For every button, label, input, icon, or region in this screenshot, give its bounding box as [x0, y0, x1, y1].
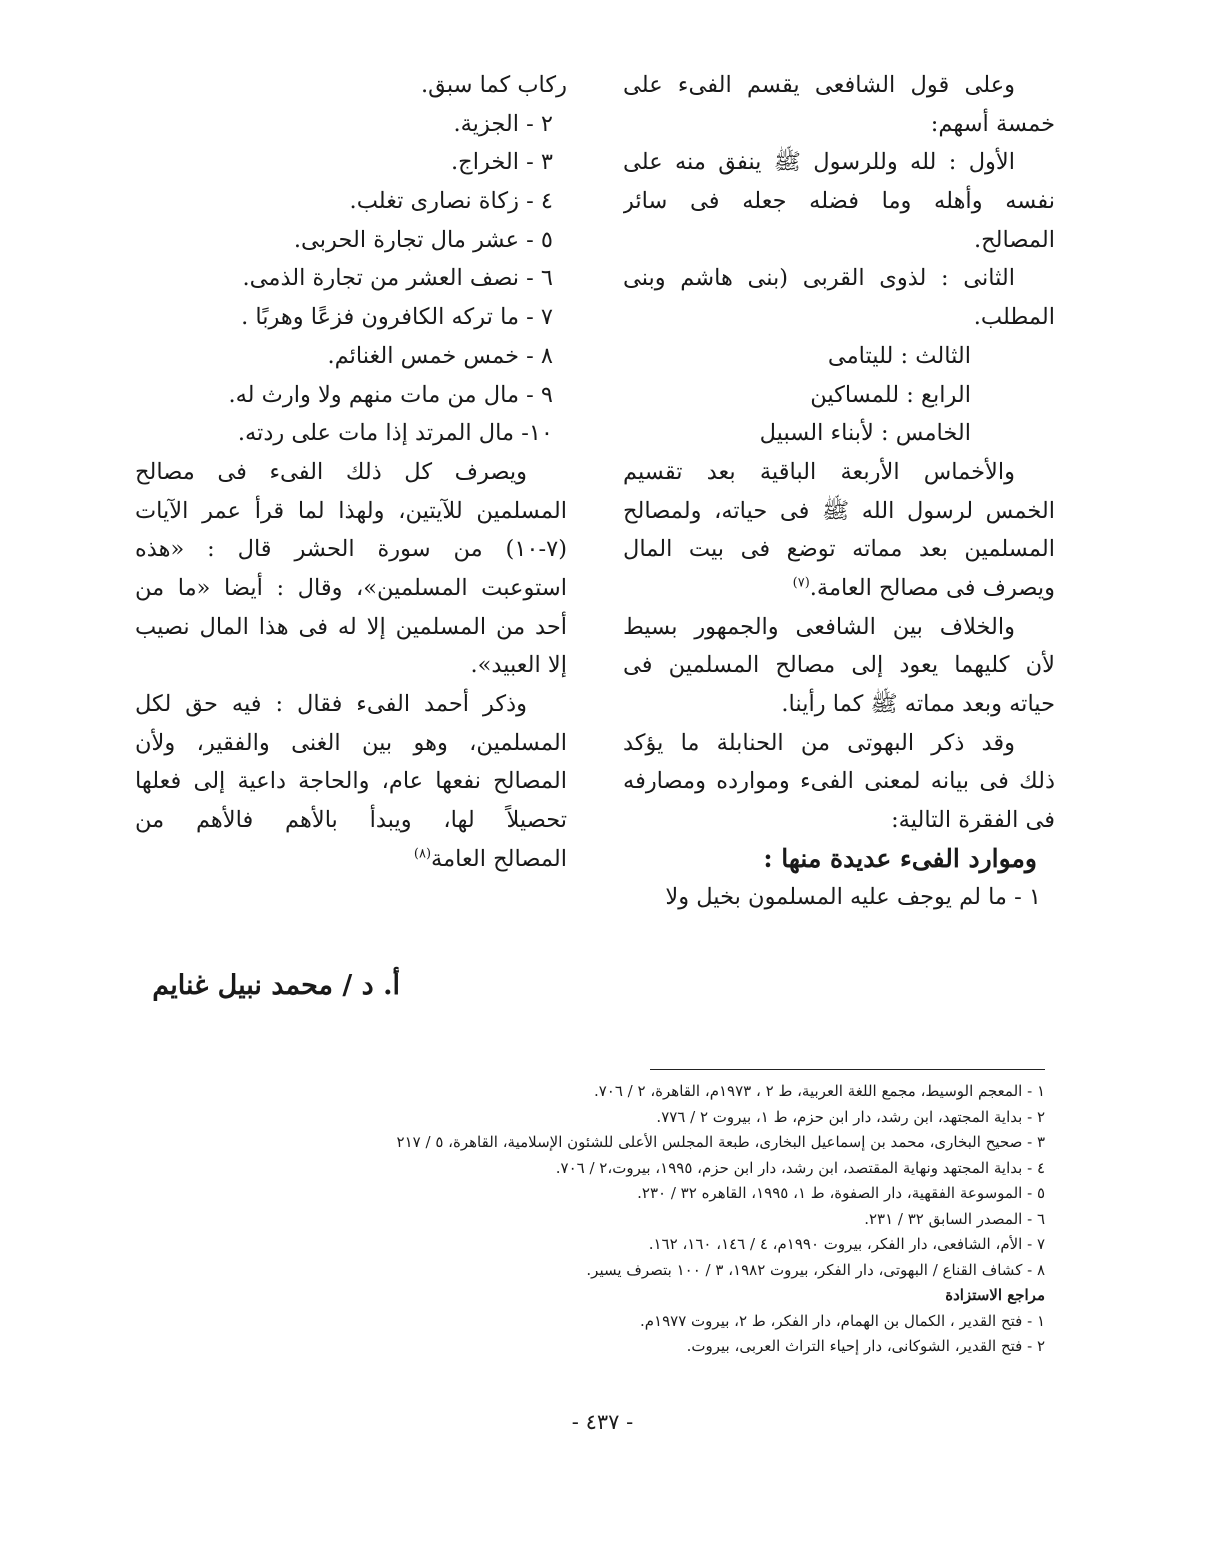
reference-item: ١ - فتح القدير ، الكمال بن الهمام، دار الفكر، ط ٢، بيروت ١٩٧٧م. [639, 1311, 1045, 1330]
text-line: أحد من المسلمين إلا له فى هذا المال نصيب [135, 613, 567, 640]
text-line: المصالح نفعها عام، والحاجة داعية إلى فعلها [135, 768, 567, 795]
text-line: إلا العبيد». [470, 652, 567, 679]
text-span: المصالح العامة [431, 845, 567, 872]
footnote-item: ٨ - كشاف القناع / البهوتى، دار الفكر، بيروت ١٩٨٢، ٣ / ١٠٠ بتصرف يسير. [586, 1260, 1045, 1279]
footnote-item: ٣ - صحيح البخارى، محمد بن إسماعيل البخارى، طبعة المجلس الأعلى للشئون الإسلامية، القاهرة، ٥ / ٢١٧ [396, 1133, 1045, 1151]
footnote-ref: (٧) [792, 575, 810, 591]
further-refs-title: مراجع الاستزادة [945, 1286, 1045, 1304]
text-line: ١ - ما لم يوجف عليه المسلمون بخيل ولا [665, 884, 1041, 911]
text-line: ذلك فى بيانه لمعنى الفىء وموارده ومصارفه [623, 768, 1055, 795]
text-line: الثالث : لليتامى [827, 342, 971, 369]
text-line: والخلاف بين الشافعى والجمهور بسيط [623, 613, 1015, 640]
list-item: ٥ - عشر مال تجارة الحربى. [293, 226, 553, 253]
list-item: ٢ - الجزية. [453, 110, 553, 137]
footnote-item: ٧ - الأم، الشافعى، دار الفكر، بيروت ١٩٩٠م، ٤ / ١٤٦، ١٦٠، ١٦٢. [648, 1235, 1045, 1253]
text-line: (٧-١٠) من سورة الحشر قال : «هذه [135, 536, 567, 563]
list-item: ٦ - نصف العشر من تجارة الذمى. [242, 265, 553, 292]
text-line: خمسة أسهم: [930, 110, 1055, 137]
text-line [623, 569, 1055, 608]
text-line: حياته وبعد مماته ﷺ كما رأينا. [781, 691, 1055, 717]
text-line: المسلمين بعد مماته توضع فى بيت المال [623, 536, 1055, 563]
list-item: ٩ - مال من مات منهم ولا وارث له. [228, 381, 553, 408]
list-item: ٤ - زكاة نصارى تغلب. [349, 188, 553, 215]
text-span: ويصرف فى مصالح العامة. [809, 574, 1055, 601]
footnote-item: ٥ - الموسوعة الفقهية، دار الصفوة، ط ١، ١٩٩٥، القاهره ٣٢ / ٢٣٠. [637, 1184, 1045, 1202]
text-line [135, 840, 567, 879]
list-item: ١٠- مال المرتد إذا مات على ردته. [237, 420, 553, 447]
text-line: والأخماس الأربعة الباقية بعد تقسيم [623, 458, 1015, 485]
footnotes [105, 1079, 1045, 1360]
list-item: ٧ - ما تركه الكافرون فزعًا وهربًا . [241, 304, 553, 331]
author-signature: أ. د / محمد نبيل غنايم [152, 970, 400, 1001]
text-line: وقد ذكر البهوتى من الحنابلة ما يؤكد [623, 729, 1015, 756]
list-item: ٣ - الخراج. [451, 149, 553, 176]
footnote-divider [650, 1069, 1045, 1070]
footnote-item: ٤ - بداية المجتهد ونهاية المقتصد، ابن رشد، دار ابن حزم، ١٩٩٥، بيروت،٢ / ٧٠٦. [555, 1158, 1045, 1177]
text-line: ويصرف كل ذلك الفىء فى مصالح [135, 458, 527, 485]
footnote-ref: (٨) [413, 846, 432, 862]
reference-item: ٢ - فتح القدير، الشوكانى، دار إحياء التراث العربى، بيروت. [686, 1337, 1045, 1355]
text-line: ركاب كما سبق. [420, 72, 567, 98]
text-line: الخمس لرسول الله ﷺ فى حياته، ولمصالح [623, 497, 1055, 524]
footnote-item: ٦ - المصدر السابق ٣٢ / ٢٣١. [864, 1209, 1045, 1228]
text-line: المسلمين للآيتين، ولهذا لما قرأ عمر الآيات [135, 497, 567, 524]
left-column [135, 66, 567, 878]
text-line: الأول : لله وللرسول ﷺ ينفق منه على [623, 149, 1015, 176]
page-number: - ٤٣٧ - [571, 1410, 634, 1434]
text-line: المطلب. [973, 304, 1055, 331]
footnote-item: ٢ - بداية المجتهد، ابن رشد، دار ابن حزم، ط ١، بيروت ٢ / ٧٧٦. [656, 1107, 1045, 1126]
text-line: وعلى قول الشافعى يقسم الفىء على [623, 72, 1015, 98]
text-line: الرابع : للمساكين [810, 381, 971, 408]
text-line: المصالح. [973, 226, 1055, 253]
text-line: فى الفقرة التالية: [891, 807, 1055, 834]
list-item: ٨ - خمس خمس الغنائم. [327, 342, 553, 369]
text-line: وذكر أحمد الفىء فقال : فيه حق لكل [135, 691, 527, 717]
text-line: الثانى : لذوى القربى (بنى هاشم وبنى [623, 265, 1015, 292]
text-line: لأن كليهما يعود إلى مصالح المسلمين فى [623, 652, 1055, 679]
footnote-item: ١ - المعجم الوسيط، مجمع اللغة العربية، ط ٢ ، ١٩٧٣م، القاهرة، ٢ / ٧٠٦. [593, 1082, 1045, 1100]
text-line: تحصيلاً لها، ويبدأ بالأهم فالأهم من [135, 807, 567, 834]
right-column [623, 66, 1055, 917]
text-line: المسلمين، وهو بين الغنى والفقير، ولأن [135, 729, 567, 756]
section-heading: وموارد الفىء عديدة منها : [763, 843, 1037, 873]
text-line: نفسه وأهله وما فضله جعله فى سائر [623, 188, 1055, 215]
text-line: الخامس : لأبناء السبيل [759, 420, 971, 447]
text-line: استوعبت المسلمين»، وقال : أيضا «ما من [135, 574, 567, 601]
